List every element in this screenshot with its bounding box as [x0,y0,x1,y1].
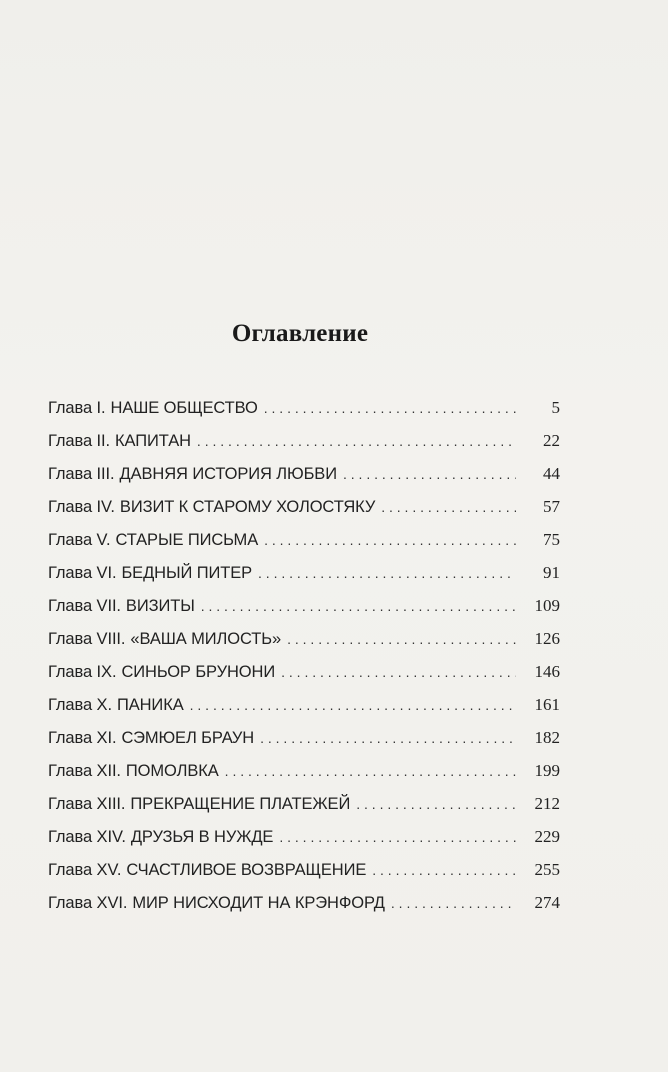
toc-chapter-name: КАПИТАН [115,432,191,450]
toc-entry-title [48,861,366,880]
toc-chapter-number: Глава X. [48,696,112,714]
toc-entry[interactable] [48,530,560,563]
toc-page-number: 22 [543,431,560,450]
toc-chapter-number: Глава XI. [48,729,117,747]
toc-entry[interactable] [48,431,560,464]
toc-chapter-name: ДАВНЯЯ ИСТОРИЯ ЛЮБВИ [119,465,337,483]
toc-entry-title [48,630,281,649]
toc-page-number: 126 [534,629,560,648]
toc-page-number: 212 [534,794,560,813]
dot-leader [201,598,516,614]
toc-chapter-number: Глава XIII. [48,795,126,813]
dot-leader [225,763,516,779]
dot-leader [264,532,516,548]
dot-leader [287,631,516,647]
toc-entry-title [48,465,337,484]
toc-entry-title [48,597,195,616]
toc-entry[interactable] [48,629,560,662]
toc-entry[interactable] [48,596,560,629]
dot-leader [260,730,516,746]
toc-entry[interactable] [48,662,560,695]
toc-page-number: 57 [543,497,560,516]
toc-entry[interactable] [48,827,560,860]
toc-chapter-name: МИР НИСХОДИТ НА КРЭНФОРД [132,894,385,912]
toc-entry[interactable] [48,563,560,596]
toc-chapter-name: «ВАША МИЛОСТЬ» [130,630,282,648]
toc-entry-title [48,795,350,814]
toc-chapter-name: ПРЕКРАЩЕНИЕ ПЛАТЕЖЕЙ [130,795,351,813]
toc-entry-title [48,432,191,451]
dot-leader [381,499,516,515]
toc-chapter-number: Глава IV. [48,498,115,516]
dot-leader [279,829,516,845]
toc-page-number: 5 [551,398,560,417]
toc-entry-title [48,729,254,748]
dot-leader [356,796,516,812]
toc-chapter-number: Глава IX. [48,663,117,681]
dot-leader [258,565,516,581]
toc-chapter-name: ДРУЗЬЯ В НУЖДЕ [130,828,274,846]
toc-entry[interactable] [48,860,560,893]
toc-entry-title [48,564,252,583]
toc-entry-title [48,762,219,781]
toc-page-number: 161 [534,695,560,714]
toc-chapter-name: СЧАСТЛИВОЕ ВОЗВРАЩЕНИЕ [126,861,367,879]
dot-leader [190,697,516,713]
toc-chapter-number: Глава I. [48,399,106,417]
toc-page-number: 182 [534,728,560,747]
toc-chapter-name: СЭМЮЕЛ БРАУН [121,729,255,747]
toc-chapter-number: Глава VII. [48,597,121,615]
dot-leader [281,664,516,680]
toc-page-number: 146 [534,662,560,681]
toc-page-number: 199 [534,761,560,780]
toc-page-number: 44 [543,464,560,483]
toc-chapter-name: СТАРЫЕ ПИСЬМА [115,531,259,549]
toc-chapter-number: Глава II. [48,432,111,450]
toc-entry[interactable] [48,398,560,431]
toc-chapter-number: Глава V. [48,531,111,549]
toc-chapter-name: ПОМОЛВКА [125,762,219,780]
toc-entry[interactable] [48,893,560,926]
dot-leader [343,466,516,482]
dot-leader [372,862,516,878]
toc-entry[interactable] [48,761,560,794]
toc-entry-title [48,828,273,847]
toc-chapter-number: Глава XV. [48,861,122,879]
dot-leader [391,895,516,911]
toc-entry[interactable] [48,464,560,497]
table-of-contents [48,398,560,926]
toc-entry-title [48,696,184,715]
toc-entry-title [48,531,258,550]
dot-leader [264,400,516,416]
toc-chapter-number: Глава VIII. [48,630,126,648]
toc-entry[interactable] [48,728,560,761]
toc-chapter-name: ПАНИКА [116,696,184,714]
toc-page-number: 255 [534,860,560,879]
toc-chapter-number: Глава VI. [48,564,117,582]
toc-chapter-number: Глава XIV. [48,828,126,846]
toc-chapter-name: СИНЬОР БРУНОНИ [121,663,276,681]
dot-leader [197,433,516,449]
toc-entry[interactable] [48,695,560,728]
toc-entry-title [48,894,385,913]
toc-entry-title [48,399,258,418]
toc-chapter-name: ВИЗИТЫ [125,597,195,615]
toc-chapter-name: БЕДНЫЙ ПИТЕР [121,564,253,582]
toc-entry-title [48,663,275,682]
toc-chapter-number: Глава III. [48,465,115,483]
toc-page-number: 109 [534,596,560,615]
page-title: Оглавление [231,320,369,347]
toc-entry[interactable] [48,794,560,827]
toc-chapter-name: НАШЕ ОБЩЕСТВО [110,399,258,417]
toc-page-number: 229 [534,827,560,846]
toc-chapter-name: ВИЗИТ К СТАРОМУ ХОЛОСТЯКУ [119,498,376,516]
toc-chapter-number: Глава XII. [48,762,121,780]
toc-page-number: 91 [543,563,560,582]
toc-chapter-number: Глава XVI. [48,894,128,912]
toc-page-number: 274 [534,893,560,912]
toc-page-number: 75 [543,530,560,549]
toc-entry-title [48,498,375,517]
toc-entry[interactable] [48,497,560,530]
